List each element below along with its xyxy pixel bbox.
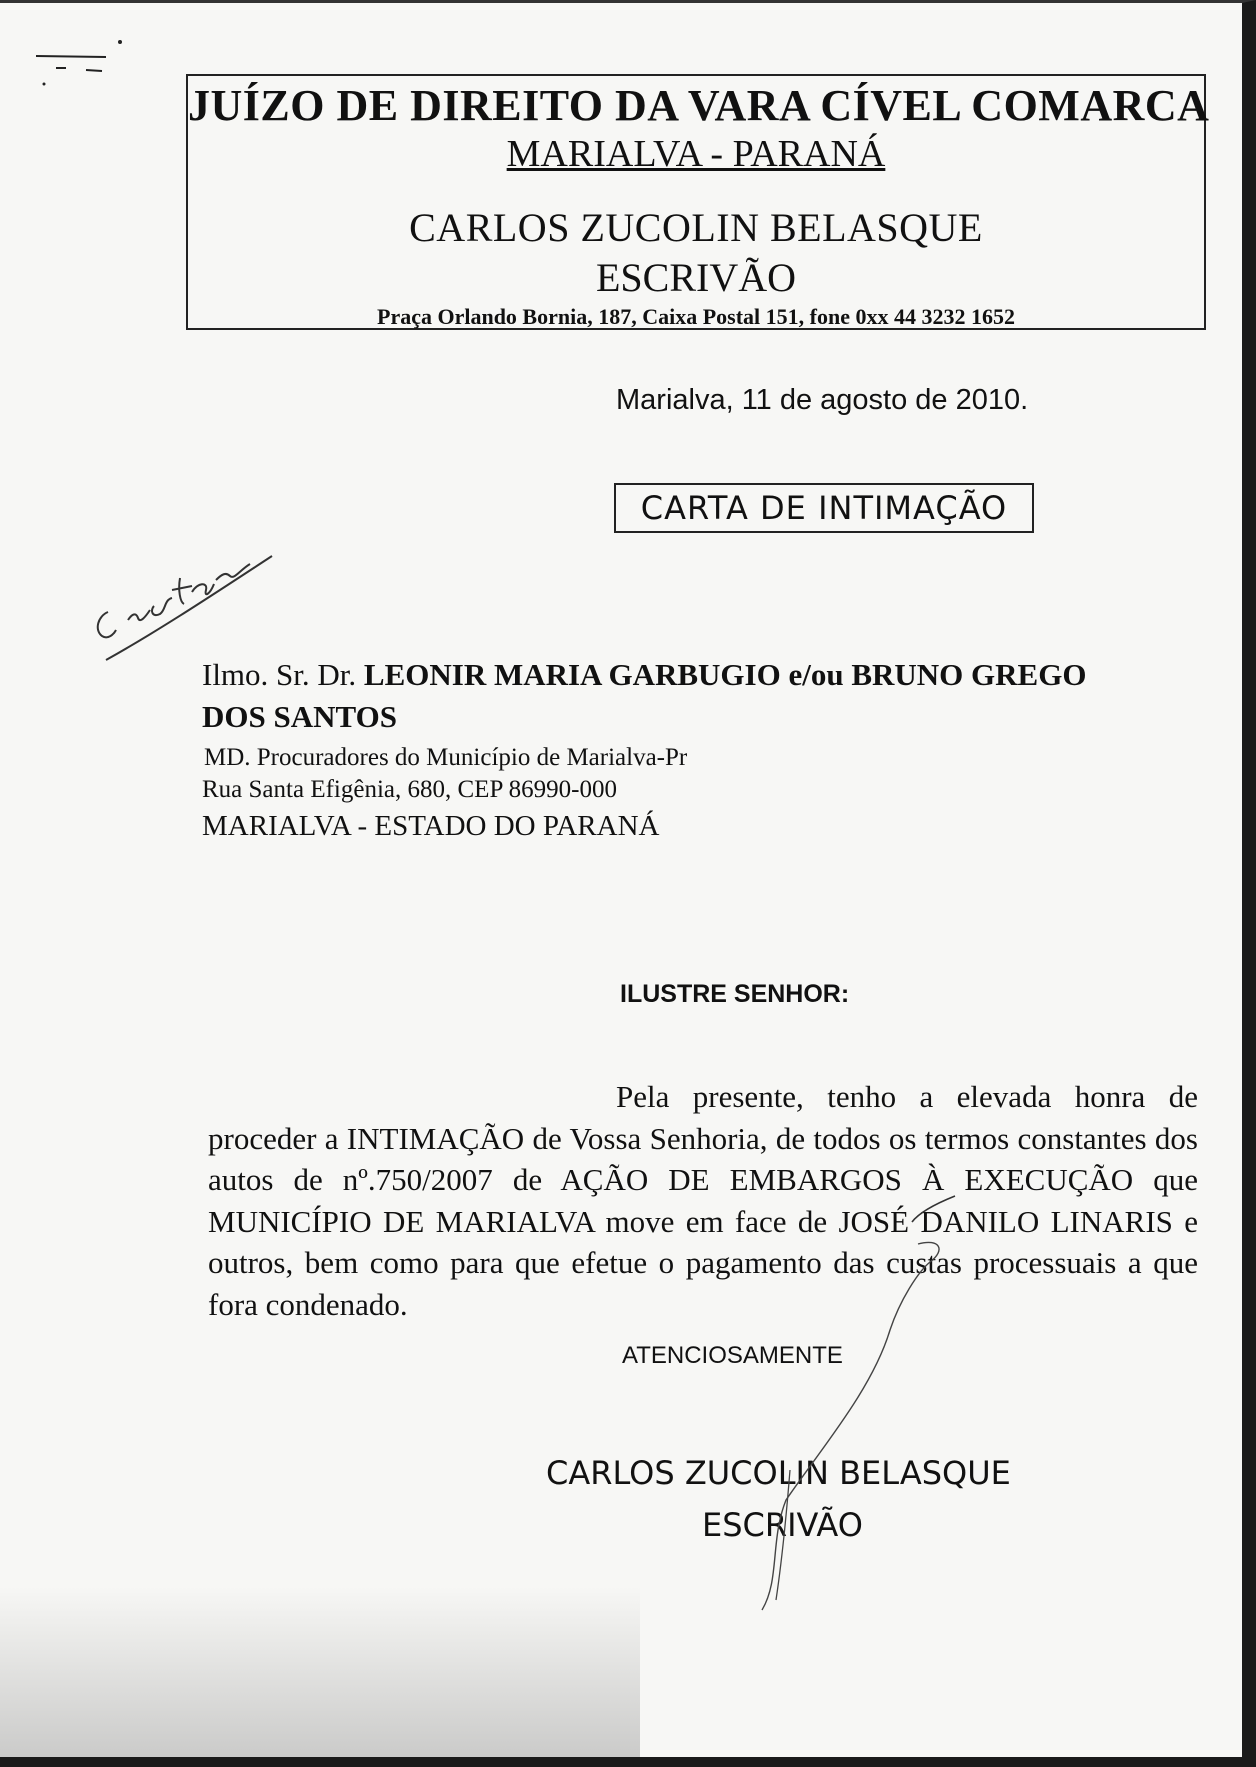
scan-marks (36, 40, 126, 90)
signature-role: ESCRIVÃO (702, 1506, 863, 1544)
scan-shadow (0, 1587, 640, 1757)
recipient-block (202, 654, 1202, 844)
recipient-names-cont: DOS SANTOS (202, 699, 397, 734)
recipient-street: Rua Santa Efigênia, 680, CEP 86990-000 (202, 776, 617, 803)
clerk-role: ESCRIVÃO (595, 255, 797, 300)
body-paragraph (208, 1076, 1198, 1325)
court-city: MARIALVA - PARANÁ (506, 133, 886, 175)
salutation: ILUSTRE SENHOR: (620, 980, 850, 1008)
signature-name: CARLOS ZUCOLIN BELASQUE (546, 1454, 1011, 1492)
document-title: CARTA DE INTIMAÇÃO (614, 483, 1034, 533)
recipient-organization: MD. Procuradores do Município de Marialva-Pr (204, 744, 688, 771)
recipient-line-1 (202, 654, 1202, 696)
date-line: Marialva, 11 de agosto de 2010. (616, 384, 1029, 416)
body-text: Pela presente, tenho a elevada honra de proceder a INTIMAÇÃO de Vossa Senhoria, de todos os termos constantes dos autos de nº.750/2007 de AÇÃO DE EMBARGOS À EXECUÇÃO que MUNICÍPIO DE MARIALVA move em face de JOSÉ DANILO LINARIS e outros, bem como para que efetue o pagamento das custas processuais a que fora condenado. (208, 1079, 1198, 1322)
clerk-name: CARLOS ZUCOLIN BELASQUE (409, 205, 983, 250)
recipient-names: LEONIR MARIA GARBUGIO e/ou BRUNO GREGO (363, 657, 1087, 692)
court-name: JUÍZO DE DIREITO DA VARA CÍVEL COMARCA (188, 81, 1210, 130)
recipient-prefix: Ilmo. Sr. Dr. (202, 657, 357, 692)
closing: ATENCIOSAMENTE (622, 1342, 843, 1369)
recipient-city-state: MARIALVA - ESTADO DO PARANÁ (202, 810, 660, 842)
letterhead-box (186, 74, 1210, 330)
court-address: Praça Orlando Bornia, 187, Caixa Postal 151, fone 0xx 44 3232 1652 (377, 304, 1015, 329)
